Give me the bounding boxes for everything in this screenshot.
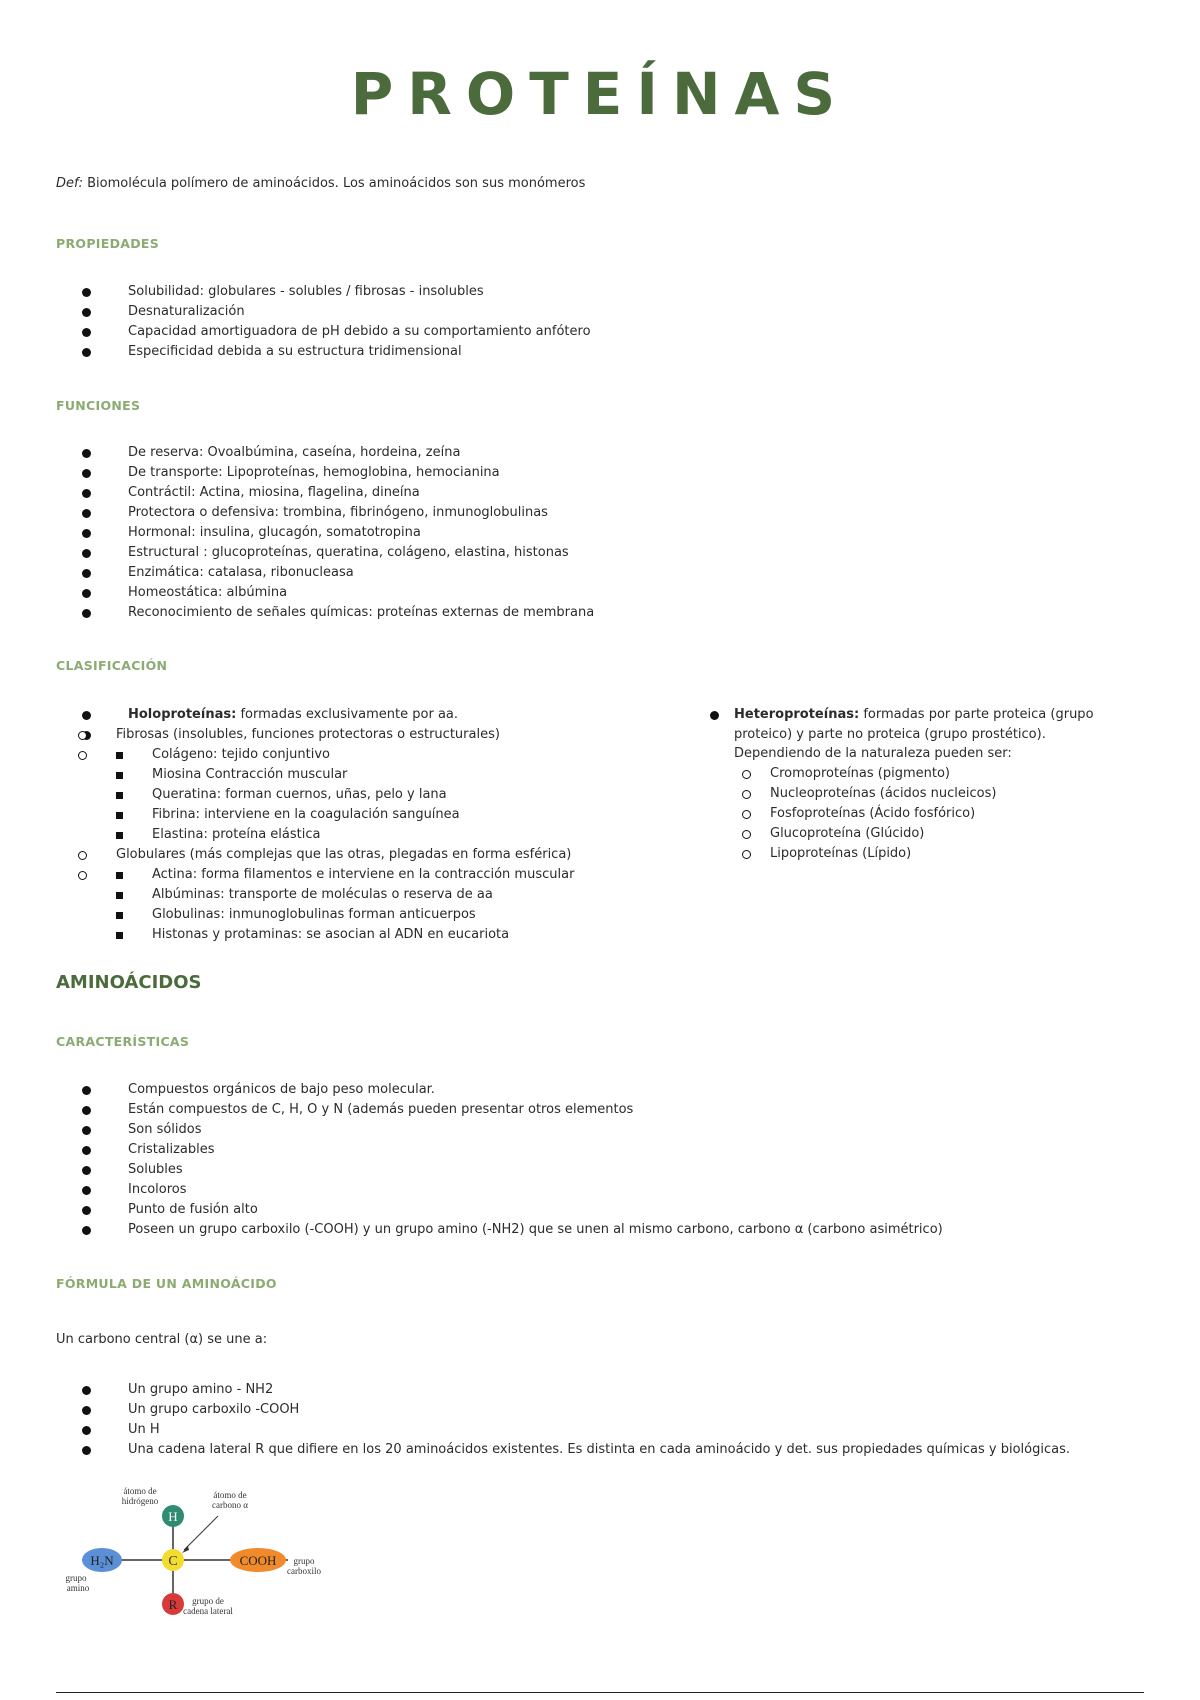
list-item: Queratina: forman cuernos, uñas, pelo y lana bbox=[80, 785, 574, 805]
globulares-group bbox=[80, 865, 574, 945]
amino-group-label: H₂N bbox=[90, 1553, 114, 1568]
propiedades-list bbox=[104, 282, 591, 362]
r-group-label: R bbox=[168, 1597, 178, 1612]
list-item: Protectora o defensiva: trombina, fibrinógeno, inmunoglobulinas bbox=[104, 503, 594, 523]
hydrogen-atom-label: H bbox=[168, 1509, 178, 1524]
section-heading-formula: FÓRMULA DE UN AMINOÁCIDO bbox=[56, 1276, 277, 1291]
section-heading-propiedades: PROPIEDADES bbox=[56, 236, 160, 251]
label-carbon-2: carbono α bbox=[212, 1500, 248, 1510]
label-carboxyl-1: grupo bbox=[293, 1556, 315, 1566]
fibrosas-group bbox=[80, 745, 574, 845]
list-item: Están compuestos de C, H, O y N (además pueden presentar otros elementos bbox=[104, 1100, 943, 1120]
list-item: Un grupo carboxilo -COOH bbox=[104, 1400, 1070, 1420]
heteroproteinas-label: Heteroproteínas: bbox=[734, 707, 860, 722]
list-item: Estructural : glucoproteínas, queratina, colágeno, elastina, histonas bbox=[104, 543, 594, 563]
label-amino-1: grupo bbox=[65, 1573, 87, 1583]
holoproteinas-subgroups bbox=[104, 725, 574, 945]
list-item: Actina: forma filamentos e interviene en la contracción muscular bbox=[80, 865, 574, 885]
label-r-2: cadena lateral bbox=[183, 1606, 233, 1616]
section-heading-clasificacion: CLASIFICACIÓN bbox=[56, 658, 168, 673]
carbon-pointer bbox=[184, 1516, 218, 1550]
list-item: Son sólidos bbox=[104, 1120, 943, 1140]
holoproteinas-text: formadas exclusivamente por aa. bbox=[240, 707, 459, 722]
list-item: Contráctil: Actina, miosina, flagelina, dineína bbox=[104, 483, 594, 503]
list-item: Reconocimiento de señales químicas: proteínas externas de membrana bbox=[104, 603, 594, 623]
holoproteinas-item bbox=[104, 705, 574, 725]
section-heading-caracteristicas: CARACTERÍSTICAS bbox=[56, 1034, 190, 1049]
list-item: Un H bbox=[104, 1420, 1070, 1440]
list-item: Colágeno: tejido conjuntivo bbox=[80, 745, 574, 765]
list-item: Miosina Contracción muscular bbox=[80, 765, 574, 785]
section-title-aminoacidos: AMINOÁCIDOS bbox=[56, 972, 202, 993]
heteroproteinas-list bbox=[734, 764, 1134, 864]
list-item: Glucoproteína (Glúcido) bbox=[734, 824, 1134, 844]
list-item: Homeostática: albúmina bbox=[104, 583, 594, 603]
list-item: Enzimática: catalasa, ribonucleasa bbox=[104, 563, 594, 583]
list-item: Desnaturalización bbox=[104, 302, 591, 322]
globulares-label: Globulares (más complejas que las otras, plegadas en forma esférica) bbox=[80, 845, 574, 865]
list-item: De transporte: Lipoproteínas, hemoglobina, hemocianina bbox=[104, 463, 594, 483]
list-item: Compuestos orgánicos de bajo peso molecular. bbox=[104, 1080, 943, 1100]
label-r-1: grupo de bbox=[192, 1596, 224, 1606]
list-item: Capacidad amortiguadora de pH debido a su comportamiento anfótero bbox=[104, 322, 591, 342]
center-atom-label: C bbox=[168, 1554, 178, 1569]
list-item: Elastina: proteína elástica bbox=[80, 825, 574, 845]
bullet bbox=[710, 711, 719, 720]
list-item: Albúminas: transporte de moléculas o reserva de aa bbox=[80, 885, 574, 905]
carboxyl-group-label: COOH bbox=[239, 1553, 277, 1568]
fibrosas-label: Fibrosas (insolubles, funciones protectoras o estructurales) bbox=[80, 725, 574, 745]
heteroproteinas-text: formadas por parte proteica (grupo proteico) y parte no proteica (grupo prostético). Dependiendo de la naturaleza pueden ser: bbox=[734, 707, 1094, 761]
heteroproteinas-block bbox=[734, 705, 1134, 864]
definition-label: Def: bbox=[56, 176, 83, 191]
list-item: Punto de fusión alto bbox=[104, 1200, 943, 1220]
list-item: Un grupo amino - NH2 bbox=[104, 1380, 1070, 1400]
list-item: Solubles bbox=[104, 1160, 943, 1180]
label-hydrogen-2: hidrógeno bbox=[121, 1496, 159, 1506]
definition-text: Biomolécula polímero de aminoácidos. Los aminoácidos son sus monómeros bbox=[87, 176, 586, 191]
formula-list bbox=[104, 1380, 1070, 1460]
holoproteinas-list bbox=[104, 705, 574, 945]
list-item: Fosfoproteínas (Ácido fosfórico) bbox=[734, 804, 1134, 824]
label-hydrogen-1: átomo de bbox=[123, 1486, 157, 1496]
page-title: PROTEÍNAS bbox=[350, 60, 850, 128]
amino-acid-diagram bbox=[58, 1486, 328, 1636]
list-item: Cromoproteínas (pigmento) bbox=[734, 764, 1134, 784]
formula-intro: Un carbono central (α) se une a: bbox=[56, 1332, 268, 1347]
list-item: Histonas y protaminas: se asocian al ADN en eucariota bbox=[80, 925, 574, 945]
section-heading-funciones: FUNCIONES bbox=[56, 398, 141, 413]
label-amino-2: amino bbox=[66, 1583, 90, 1593]
list-item: Fibrina: interviene en la coagulación sanguínea bbox=[80, 805, 574, 825]
label-carboxyl-2: carboxilo bbox=[287, 1566, 321, 1576]
list-item: Nucleoproteínas (ácidos nucleicos) bbox=[734, 784, 1134, 804]
funciones-list bbox=[104, 443, 594, 623]
caracteristicas-list bbox=[104, 1080, 943, 1240]
list-item: Globulinas: inmunoglobulinas forman anticuerpos bbox=[80, 905, 574, 925]
definition bbox=[56, 176, 585, 191]
list-item: Lipoproteínas (Lípido) bbox=[734, 844, 1134, 864]
holoproteinas-label: Holoproteínas: bbox=[128, 707, 237, 722]
list-item: Especificidad debida a su estructura tridimensional bbox=[104, 342, 591, 362]
list-item: Poseen un grupo carboxilo (-COOH) y un grupo amino (-NH2) que se unen al mismo carbono, carbono α (carbono asimétrico) bbox=[104, 1220, 943, 1240]
list-item: Cristalizables bbox=[104, 1140, 943, 1160]
pointer-arrowhead bbox=[182, 1546, 189, 1553]
list-item: Solubilidad: globulares - solubles / fibrosas - insolubles bbox=[104, 282, 591, 302]
bottom-divider bbox=[56, 1692, 1144, 1693]
list-item: Incoloros bbox=[104, 1180, 943, 1200]
list-item: Hormonal: insulina, glucagón, somatotropina bbox=[104, 523, 594, 543]
label-carbon-1: átomo de bbox=[213, 1490, 247, 1500]
list-item: Una cadena lateral R que difiere en los 20 aminoácidos existentes. Es distinta en cada aminoácido y det. sus propiedades químicas y biológicas. bbox=[104, 1440, 1070, 1460]
list-item: De reserva: Ovoalbúmina, caseína, hordeina, zeína bbox=[104, 443, 594, 463]
